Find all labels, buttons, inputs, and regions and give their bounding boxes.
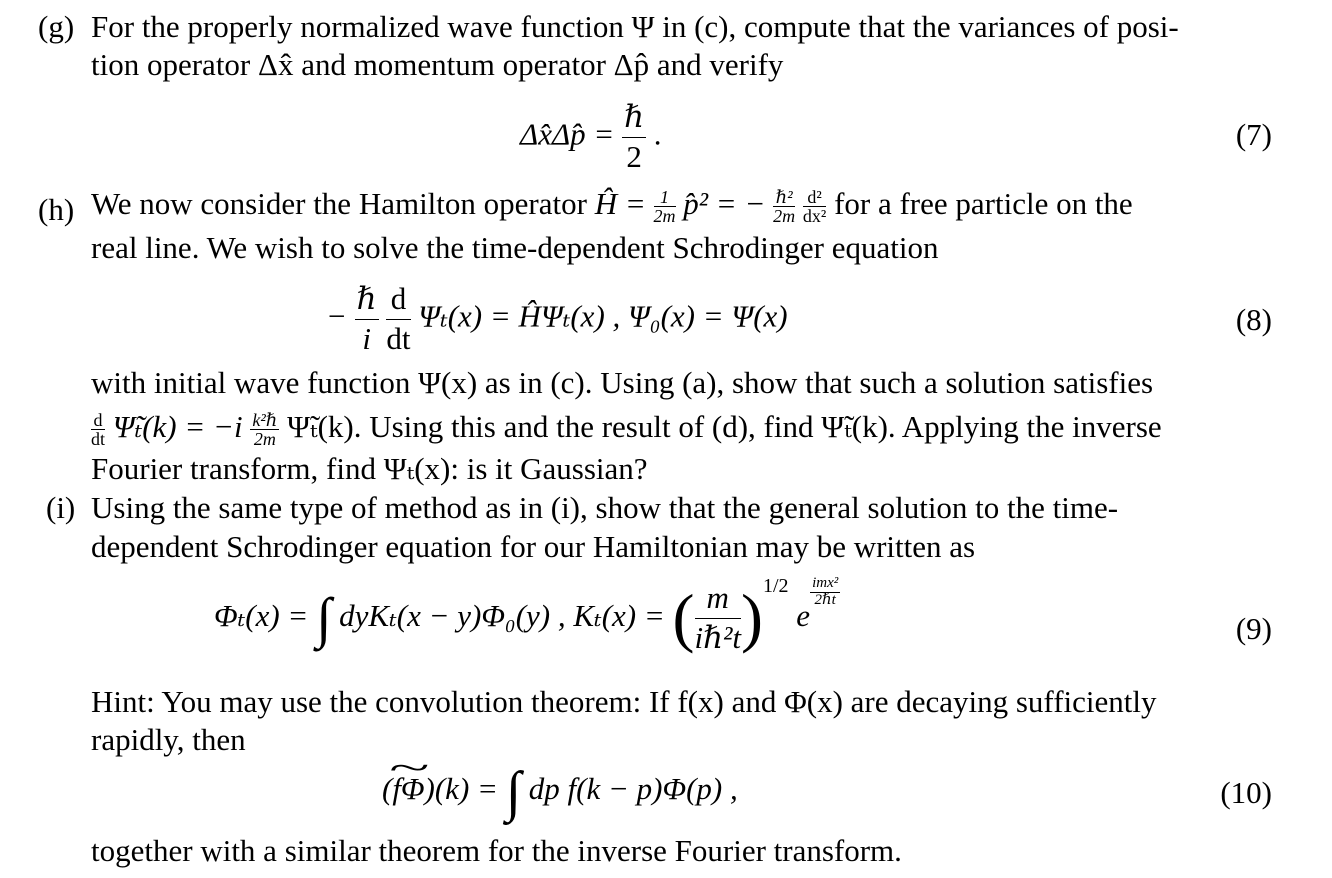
part-h-line1-b: for a free particle on the: [834, 186, 1133, 221]
hamiltonian-frac-1: [654, 188, 676, 227]
eq7-tail: .: [653, 116, 662, 152]
para-line2-a: Ψ̃ₜ(k) = −i: [112, 409, 243, 444]
part-i-label: (i): [46, 490, 76, 525]
part-g-line-1: For the properly normalized wave function Ψ in (c), compute that the variances of posi-: [91, 9, 1179, 44]
eq7-lhs: Δx̂Δp̂ =: [520, 116, 615, 152]
ham-frac2-num: ℏ²: [773, 188, 795, 208]
part-h-para-line-1: with initial wave function Ψ(x) as in (c). Using (a), show that such a solution satisfies: [91, 365, 1154, 400]
hamiltonian-frac-2: [773, 188, 795, 227]
equation-10: [382, 761, 738, 823]
equation-number-10: (10): [1220, 775, 1272, 810]
eq10-integral: ∫: [505, 761, 522, 823]
eq9-exp-base: e: [796, 597, 811, 633]
eq8-frac1-num: ℏ: [355, 280, 379, 320]
part-h-line-2: real line. We wish to solve the time-dependent Schrodinger equation: [91, 230, 939, 265]
ham-frac3-den: dx²: [802, 206, 827, 227]
part-h-line1-a: We now consider the Hamilton operator: [91, 186, 587, 221]
eq9-exp-den: 2ℏt: [814, 591, 836, 608]
eq10-lhs-inner: ~ (fΦ): [382, 770, 435, 809]
part-i-line-2: dependent Schrodinger equation for our Hamiltonian may be written as: [91, 529, 976, 564]
eq9-lhs: Φₜ(x) =: [214, 597, 309, 633]
eq9-right-paren: ): [741, 581, 763, 655]
eq9-integral: ∫: [316, 587, 332, 650]
eq9-exp-num: imx²: [812, 575, 839, 591]
eq8-frac2-den: dt: [386, 320, 411, 356]
equation-number-7: (7): [1235, 117, 1272, 152]
eq10-lhs-rest: (k) =: [434, 771, 498, 807]
eq8-rest: Ψₜ(x) = ĤΨₜ(x) , Ψ₀(x) = Ψ(x): [418, 298, 788, 334]
eq9-mid: dyKₜ(x − y)Φ₀(y) , Kₜ(x) =: [339, 597, 665, 633]
part-h-line-1: [91, 185, 1133, 226]
equation-8: [326, 280, 788, 359]
eq7-fraction: [622, 98, 646, 177]
eq10-rhs: dp f(k − p)Φ(p) ,: [528, 771, 738, 807]
part-i-line-1: Using the same type of method as in (i), show that the general solution to the time-: [91, 490, 1119, 525]
part-g-label: (g): [38, 9, 75, 44]
eq9-power: 1/2: [762, 574, 789, 597]
eq7-frac-num: ℏ: [622, 98, 646, 138]
equation-9: [214, 576, 840, 658]
equation-7: [520, 98, 662, 177]
momentum-squared: p̂² = −: [683, 186, 766, 221]
eq8-fraction-2: [386, 280, 410, 359]
para-line2-b: Ψ̃ₜ(k). Using this and the result of (d), find Ψ̃ₜ(k). Applying the inverse: [287, 409, 1162, 444]
part-h-para-line-3: Fourier transform, find Ψₜ(x): is it Gaussian?: [91, 451, 648, 486]
eq9-left-paren: (: [672, 581, 695, 655]
eq8-fraction-1: [355, 280, 379, 359]
hamiltonian-symbol: Ĥ =: [594, 186, 646, 221]
eq9-frac-den: iℏ²t: [694, 620, 741, 656]
para-line2-frac-num: k²ℏ: [252, 409, 278, 430]
ham-frac2-den: 2m: [773, 206, 796, 227]
part-h-para-line-2: [91, 408, 1162, 449]
para-line2-frac-den: 2m: [253, 429, 276, 450]
eq8-minus: −: [326, 298, 347, 334]
hint-line-2: rapidly, then: [91, 722, 246, 757]
equation-number-9: (9): [1235, 611, 1272, 646]
eq9-fraction: [695, 579, 742, 658]
eq9-exponent: [810, 576, 840, 609]
hint-line-1: Hint: You may use the convolution theorem: If f(x) and Φ(x) are decaying sufficiently: [91, 684, 1157, 719]
eq8-frac1-den: i: [362, 320, 371, 356]
ham-frac3-num: d²: [803, 188, 826, 208]
eq8-frac2-num: d: [386, 280, 410, 320]
para-line2-d-num: d: [91, 411, 105, 431]
ham-frac1-num: 1: [654, 188, 676, 208]
eq9-frac-num: m: [695, 579, 742, 619]
para-line2-d-den: dt: [91, 429, 106, 450]
ham-frac1-den: 2m: [653, 206, 676, 227]
closing-line: together with a similar theorem for the inverse Fourier transform.: [91, 833, 902, 868]
para-line2-d-frac: [91, 411, 105, 450]
part-g-line-2: tion operator Δx̂ and momentum operator Δp̂ and verify: [91, 47, 784, 82]
para-line2-frac: [250, 411, 279, 450]
hamiltonian-frac-3: [803, 188, 826, 227]
part-h-label: (h): [38, 192, 75, 227]
equation-number-8: (8): [1235, 302, 1272, 337]
eq7-frac-den: 2: [626, 138, 642, 174]
